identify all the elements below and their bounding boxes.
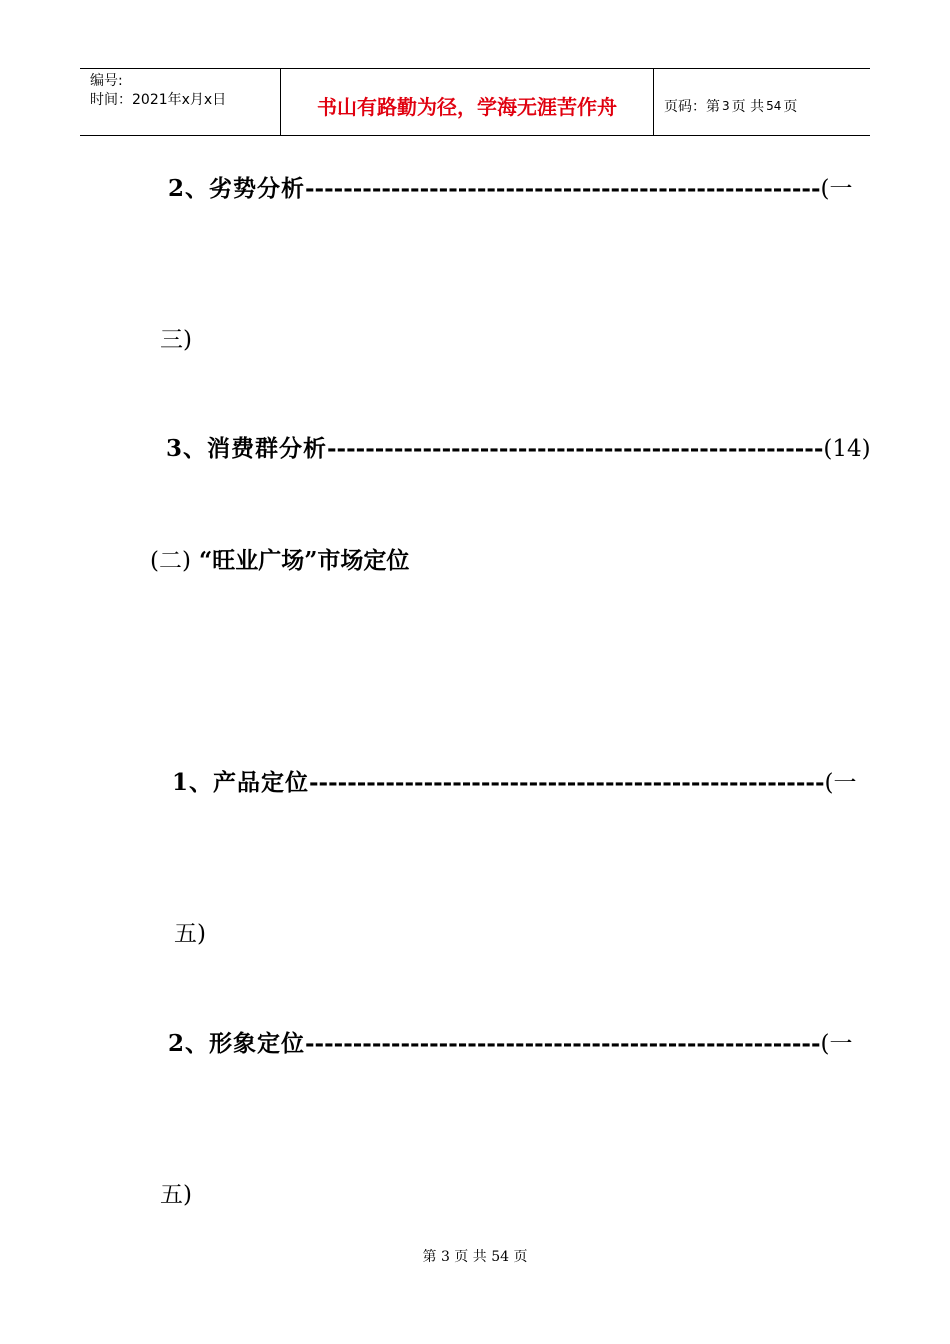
toc-number: 2、 xyxy=(168,175,210,202)
page-footer: 第 3 页 共 54 页 xyxy=(422,1249,528,1265)
toc-leader: ------------------------------------------------------ xyxy=(305,175,821,202)
toc-entry-weakness xyxy=(168,170,852,203)
page-current: 3 xyxy=(722,99,730,113)
toc-leader: ------------------------------------------------------ xyxy=(305,1030,821,1057)
toc-title: 消费群分析 xyxy=(207,435,328,462)
toc-number: 3、 xyxy=(166,435,208,462)
toc-page-ref: (14) xyxy=(823,436,871,462)
toc-number: 1、 xyxy=(172,769,214,796)
toc-page-ref-continued: 三) xyxy=(160,327,192,353)
section-title: “旺业广场”市场定位 xyxy=(198,547,410,574)
toc-title: 产品定位 xyxy=(213,769,310,796)
page-header xyxy=(80,68,870,136)
toc-page-ref-continued: 五) xyxy=(174,921,206,947)
header-page-info xyxy=(664,69,870,139)
toc-title: 劣势分析 xyxy=(209,175,306,202)
toc-page-ref: (一 xyxy=(820,176,853,202)
header-motto: 书山有路勤为径，学海无涯苦作舟 xyxy=(281,69,654,135)
page-mid: 页 共 xyxy=(731,99,765,115)
toc-leader: ------------------------------------------------------ xyxy=(309,769,825,796)
toc-number: 2、 xyxy=(168,1030,210,1057)
page-total: 54 xyxy=(766,99,782,113)
toc-entry-product-positioning xyxy=(172,764,856,797)
toc-page-ref-continued: 五) xyxy=(160,1182,192,1208)
page-prefix: 页码：第 xyxy=(664,99,720,115)
toc-page-ref: (一 xyxy=(820,1031,853,1057)
code-label: 编号: xyxy=(90,73,123,89)
time-label: 时间：2021年x月x日 xyxy=(90,92,227,108)
toc-entry-consumer-analysis xyxy=(166,430,871,463)
page-suffix: 页 xyxy=(783,99,798,115)
section-number: (二) xyxy=(150,548,191,574)
toc-page-ref: (一 xyxy=(824,770,857,796)
toc-entry-image-positioning xyxy=(168,1025,852,1058)
toc-title: 形象定位 xyxy=(209,1030,306,1057)
toc-leader: ---------------------------------------------------- xyxy=(327,435,824,462)
header-meta xyxy=(80,69,281,135)
section-heading xyxy=(150,542,409,575)
